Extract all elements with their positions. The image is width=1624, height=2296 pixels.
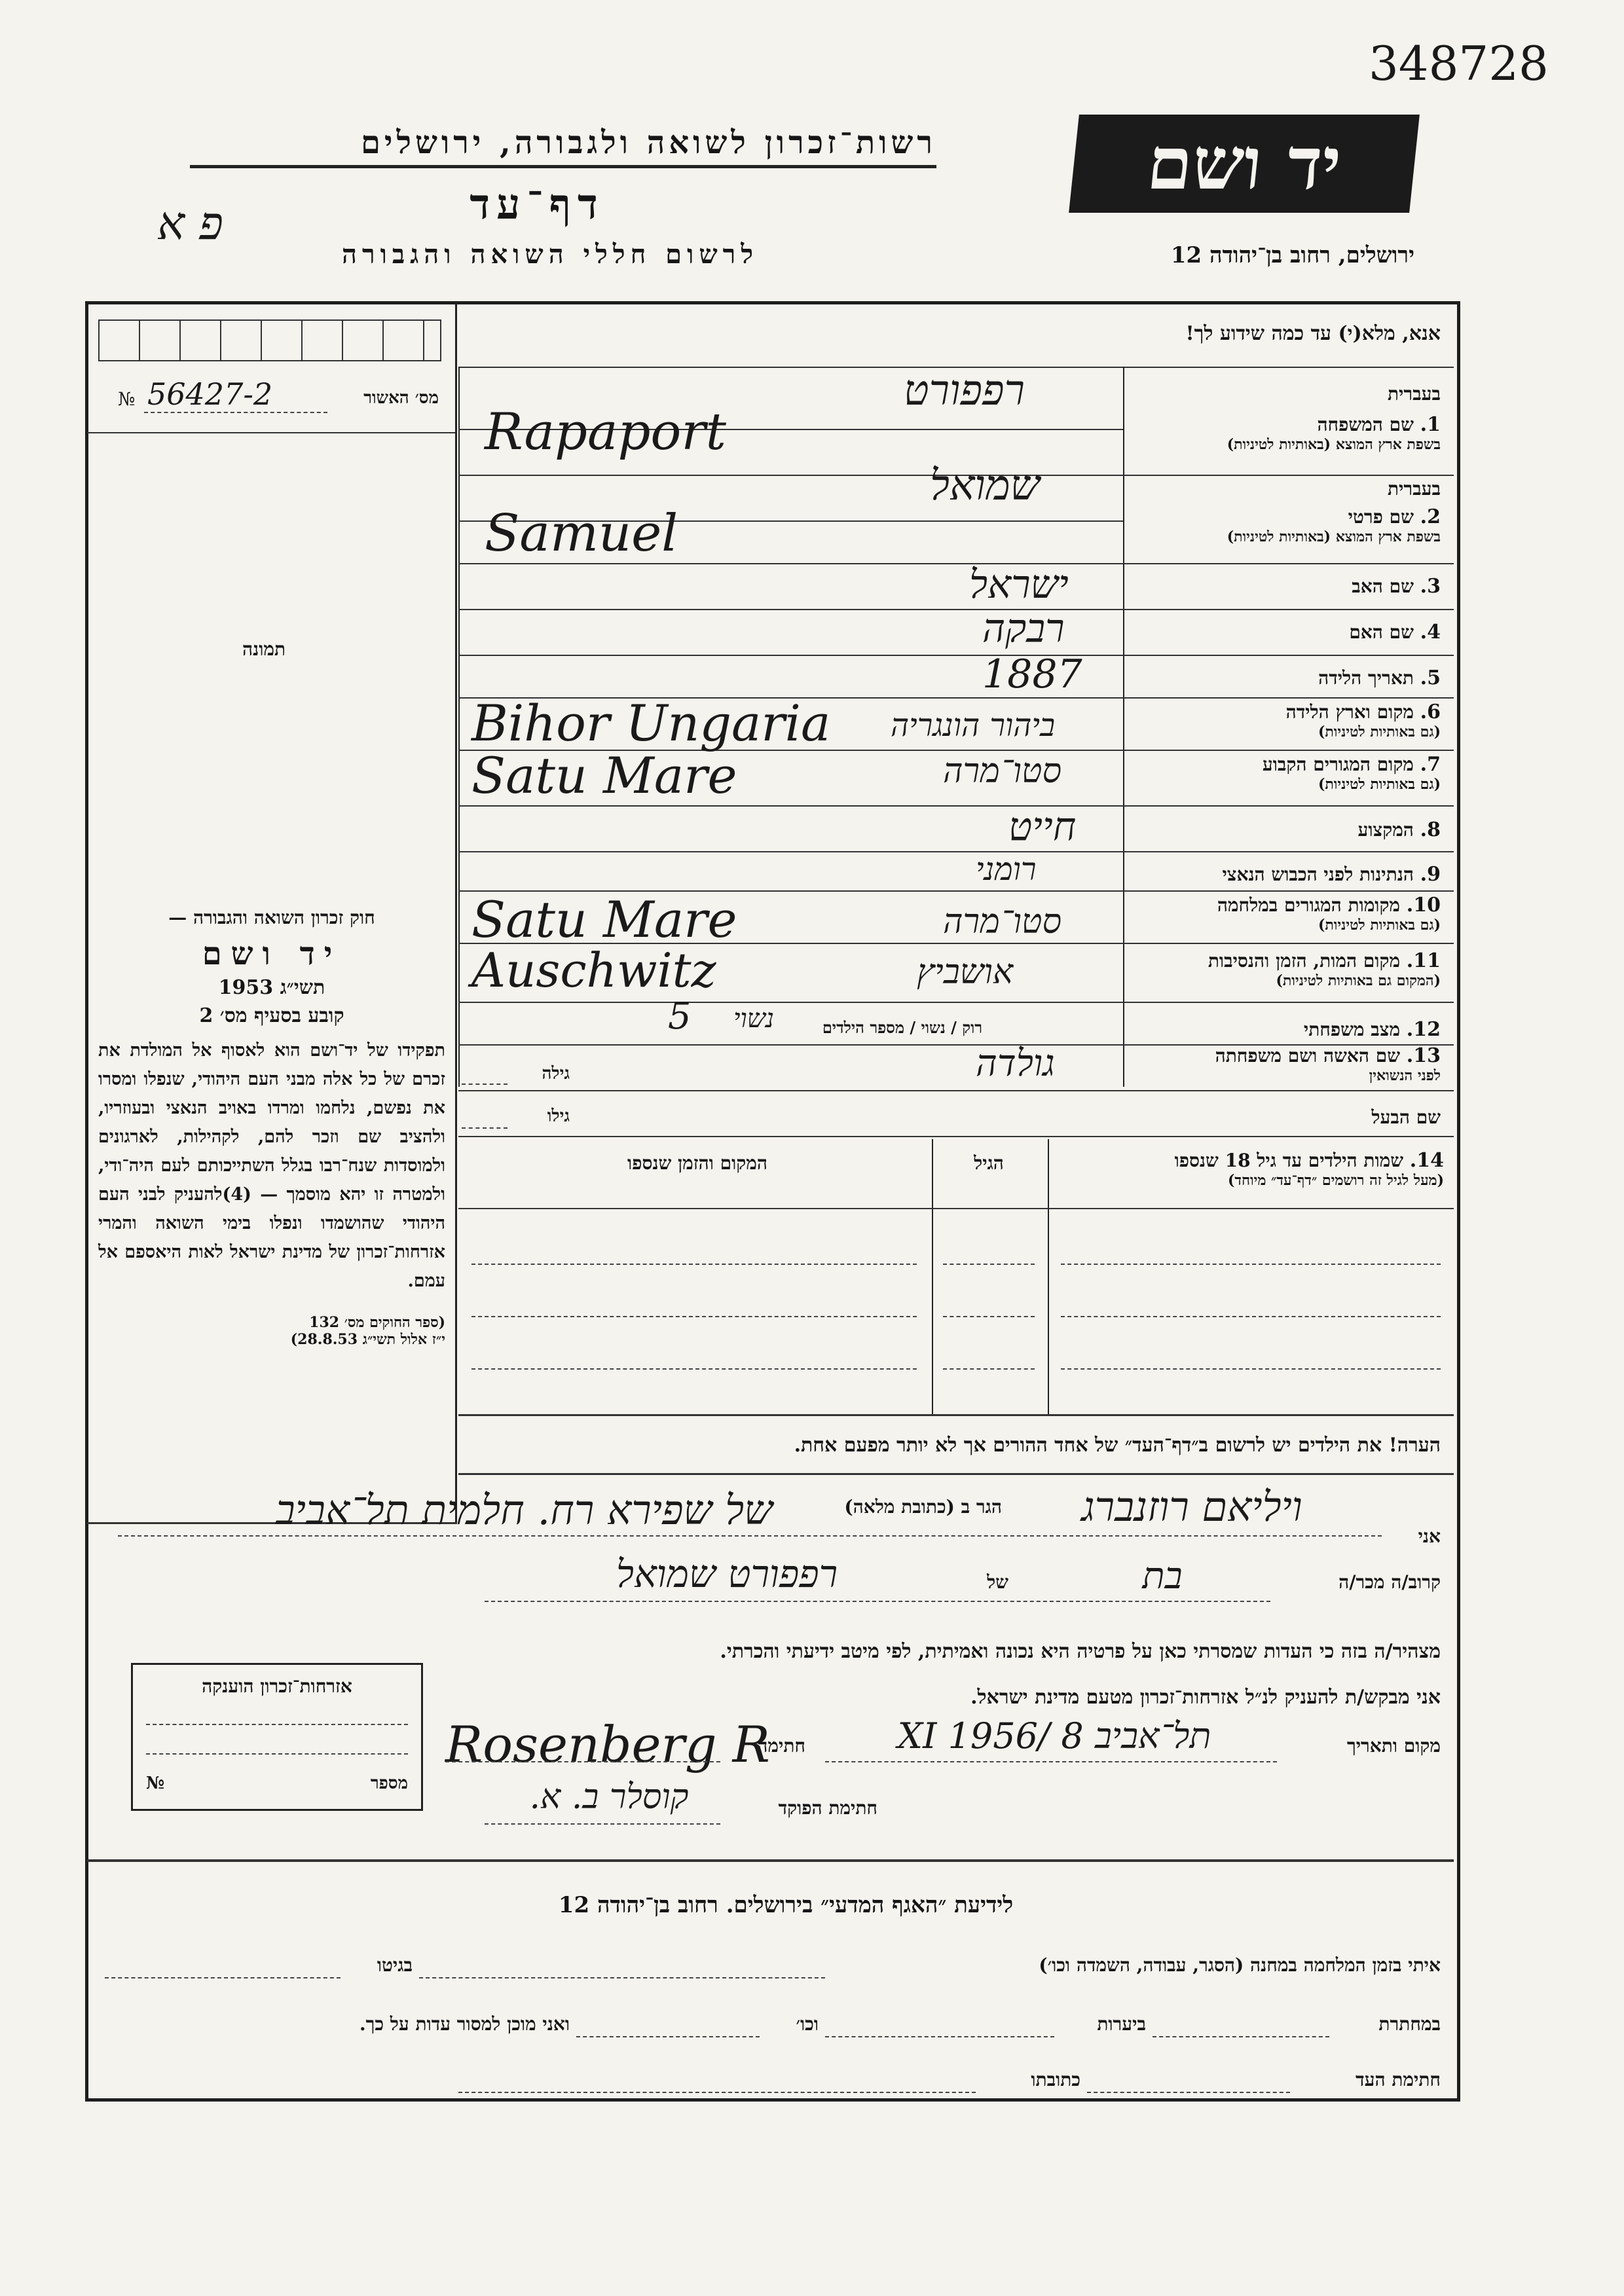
field-3 — [1133, 575, 1441, 598]
footer-heading: לידיעת ״האגף המדעי״ בירושלים. רחוב בן־יהודה 12 — [558, 1892, 1014, 1918]
citizenship-line-1 — [146, 1724, 408, 1725]
row8-rule — [458, 851, 1454, 852]
archive-number: 348728 — [1369, 36, 1549, 91]
declarant-signature: Rosenberg R — [445, 1715, 770, 1774]
footer-line3-fill-1 — [1087, 2092, 1290, 2093]
children-title: שמות הילדים עד גיל 18 שנספו — [1174, 1150, 1404, 1171]
place-date-value: תל־אביב 8 /XI 1956 — [897, 1715, 1211, 1757]
place-date-label: מקום ותאריך — [1346, 1735, 1441, 1757]
field-5-num: 5. — [1420, 666, 1441, 689]
field-8 — [1133, 818, 1441, 841]
row2-rule — [458, 563, 1454, 564]
approval-number-line — [144, 412, 327, 413]
field-11 — [1133, 949, 1441, 989]
citizenship-number-label: מספר — [370, 1774, 408, 1793]
children-num: 14. — [1409, 1149, 1444, 1172]
footer-line3-a: חתימת העד — [1356, 2069, 1441, 2090]
declarant-address: של שפירא רח. חלמית תל־אביב — [275, 1486, 773, 1534]
row13-rule — [458, 1090, 1454, 1091]
husband-age-line — [462, 1127, 507, 1129]
place-date-line — [825, 1761, 1277, 1762]
field-2-sublabel: בשפת ארץ המוצא (באותיות לטיניות) — [1227, 528, 1441, 545]
field-7-sublabel: (גם באותיות לטיניות) — [1318, 776, 1441, 793]
nationality-value: רומני — [976, 851, 1037, 888]
of-label: של — [987, 1571, 1008, 1593]
instructions: אנא, מלא(י) עד כמה שידוע לך! — [1185, 322, 1441, 345]
field-1 — [1133, 383, 1441, 453]
field-7 — [1133, 753, 1441, 793]
address: ירושלים, רחוב בן־יהודה 12 — [1170, 242, 1414, 268]
row4-rule — [458, 655, 1454, 656]
child-row-3-name — [1061, 1368, 1441, 1370]
residence-latin: Satu Mare — [471, 746, 737, 805]
field-11-sublabel: (המקום גם באותיות לטיניות) — [1276, 972, 1441, 989]
relation-label: קרוב/ה מכר/ה — [1338, 1571, 1441, 1593]
death-place-hebrew: אושביץ — [917, 953, 1014, 992]
wife-age-line — [462, 1084, 507, 1085]
citizenship-line-2 — [146, 1753, 408, 1755]
field-1-lang: בעברית — [1387, 383, 1441, 405]
field-3-num: 3. — [1420, 575, 1441, 598]
field-10 — [1133, 894, 1441, 934]
birth-place-hebrew: ביהור הונגריה — [891, 707, 1056, 744]
relation-value: בת — [1142, 1555, 1183, 1597]
field-12 — [1133, 1018, 1441, 1041]
field-10-sublabel: (גם באותיות לטיניות) — [1318, 917, 1441, 934]
children-note: (מעל לגיל זה רושמים ״דף־עד״ מיוחד) — [1227, 1172, 1444, 1189]
field-6-sublabel: (גם באותיות לטיניות) — [1318, 723, 1441, 740]
field-8-label: המקצוע — [1357, 819, 1414, 841]
child-row-3-age — [943, 1368, 1035, 1370]
field-6 — [1133, 701, 1441, 740]
citizenship-box — [131, 1663, 423, 1811]
form-title: דף־עד — [470, 180, 604, 229]
given-name-hebrew: שמואל — [930, 462, 1040, 510]
law-box — [98, 907, 445, 1348]
husband-age-label: גילו — [547, 1106, 570, 1126]
corner-note: פ א — [157, 196, 223, 250]
declaration: מצהיר/ה בזה כי העדות שמסרתי כאן על פרטיה היא נכונה ואמיתית, לפי מיטב ידיעתי והכרתי. — [720, 1640, 1441, 1663]
field-1-num: 1. — [1420, 413, 1441, 436]
wife-age-label: גילה — [542, 1064, 570, 1084]
law-section: קובע בסעיף מס׳ 2 — [199, 1004, 344, 1027]
child-row-2-age — [943, 1316, 1035, 1317]
number-sign: № — [118, 388, 136, 410]
field-2 — [1133, 478, 1441, 545]
marital-status-value: נשוי — [733, 1004, 775, 1034]
law-body: תפקידו של יד־ושם הוא לאסוף אל המולדת את זכרם של כל אלה מבני העם היהודי, שנפלו ומסרו את נפשם, נלחמו ומרדו באויב הנאצי ובעוזריו, ולהציב שם וזכר להם, לקהילות, לארגונים ולמוסדות שנח־רבו בגלל השתייכותם לעם היה־ודי, ולמטרה זו יהא מוסמך — (4)להעניק לבני העם היהודי שהושמדו ונפלו בימי השואה והמרי אזרחות־זכרון של מדינת ישראל לאות היאספם אל עמם. — [98, 1040, 446, 1291]
field-9-num: 9. — [1420, 863, 1441, 886]
footer-line1-fill-1 — [419, 1977, 825, 1978]
field-6-num: 6. — [1420, 701, 1441, 723]
field-10-num: 10. — [1406, 894, 1441, 917]
field-13 — [1133, 1044, 1441, 1084]
officer-line — [485, 1823, 720, 1825]
husband-label: שם הבעל — [1371, 1106, 1441, 1128]
remark-rule — [458, 1473, 1454, 1475]
occupation-value: חייט — [1008, 804, 1077, 850]
remark: הערה! את הילדים יש לרשום ב״דף־העד״ של אחד ההורים אך לא יותר מפעם אחת. — [794, 1434, 1441, 1457]
field-1-sublabel: בשפת ארץ המוצא (באותיות לטיניות) — [1227, 436, 1441, 453]
children-count-value: 5 — [668, 995, 692, 1038]
field-2-label: שם פרטי — [1348, 506, 1414, 528]
field-6-label: מקום וארץ הלידה — [1285, 701, 1414, 723]
children-col-divider-1 — [932, 1139, 933, 1414]
wife-name-value: גולדה — [976, 1042, 1055, 1085]
citizenship-number-prefix: № — [146, 1774, 165, 1793]
law-title: חוק זכרון השואה והגבורה — — [168, 907, 375, 928]
photo-label: תמונה — [242, 638, 286, 660]
children-col-place: המקום והזמן שנספו — [627, 1152, 767, 1174]
child-row-2-name — [1061, 1316, 1441, 1317]
field-5 — [1133, 666, 1441, 689]
death-place-latin: Auschwitz — [471, 943, 716, 998]
officer-label: חתימת הפוקד — [778, 1797, 877, 1819]
field-7-label: מקום המגורים הקבוע — [1262, 754, 1414, 775]
husband-rule — [458, 1136, 1454, 1137]
footer-line1-a: איתי בזמן המלחמה במחנה (הסגר, עבודה, השמדה וכו׳) — [1039, 1954, 1441, 1976]
relation-line — [485, 1601, 1270, 1602]
request: אני מבקש/ת להעניק לנ״ל אזרחות־זכרון מטעם מדינת ישראל. — [970, 1686, 1441, 1709]
mother-name-value: רבקה — [982, 606, 1065, 651]
signature-label: חתימה — [757, 1735, 805, 1757]
field-11-num: 11. — [1406, 949, 1441, 972]
row11-rule — [458, 1002, 1454, 1003]
footer-line3-fill-2 — [458, 2092, 976, 2093]
field-8-num: 8. — [1420, 818, 1441, 841]
footer-line3-b: כתובתו — [1031, 2069, 1080, 2090]
of-name: רפפורט שמואל — [616, 1552, 838, 1596]
children-title-block — [1058, 1149, 1444, 1189]
children-col-age: הגיל — [974, 1152, 1004, 1174]
given-name-latin: Samuel — [485, 504, 678, 563]
child-row-2-place — [471, 1316, 917, 1317]
surname-latin: Rapaport — [485, 403, 726, 462]
approval-number-label: מס׳ האשור — [363, 388, 439, 408]
field-4 — [1133, 621, 1441, 644]
footer-line2-d: ואני מוכן למסור עדות על כך. — [359, 2013, 570, 2035]
institution-line: רשות־זכרון לשואה ולגבורה, ירושלים — [190, 124, 936, 168]
field-13-label: שם האשה ושם משפחתה — [1215, 1045, 1401, 1066]
logo-text: יד ושם — [1143, 121, 1346, 206]
law-source-2: י״ז אלול תשי״ג 28.8.53) — [290, 1331, 445, 1348]
law-year: תשי״ג 1953 — [218, 976, 325, 999]
field-1-label: שם המשפחה — [1317, 414, 1414, 435]
field-13-sublabel: לפני הנשואין — [1369, 1067, 1441, 1084]
citizenship-number — [146, 1770, 408, 1796]
field-4-num: 4. — [1420, 621, 1441, 644]
war-residence-hebrew: סטו־מרה — [943, 902, 1062, 941]
field-5-label: תאריך הלידה — [1318, 667, 1414, 689]
declarant-i-label: אני — [1418, 1525, 1441, 1547]
child-row-1-name — [1061, 1264, 1441, 1265]
approval-rule — [87, 432, 455, 433]
footer-line2-c: וכו׳ — [796, 2013, 819, 2035]
father-name-value: ישראל — [969, 562, 1069, 608]
field-2-num: 2. — [1420, 505, 1441, 528]
footer-line2-b: ביערות — [1097, 2013, 1146, 2035]
field-3-label: שם האב — [1352, 575, 1414, 597]
field-9-label: הנתינות לפני הכבוש הנאצי — [1222, 864, 1414, 885]
footer-line2-fill-2 — [825, 2036, 1054, 2037]
declarant-line — [118, 1535, 1382, 1537]
field-9 — [1133, 863, 1441, 886]
signature-line — [445, 1761, 720, 1762]
left-column-divider — [455, 304, 457, 1522]
row3-rule — [458, 609, 1454, 610]
footer-line1-b: בגיטו — [377, 1954, 413, 1976]
law-name: יד ושם — [202, 936, 342, 972]
war-residence-latin: Satu Mare — [471, 890, 737, 949]
approval-number-value: 56427-2 — [147, 376, 273, 412]
children-col-divider-2 — [1048, 1139, 1049, 1414]
field-12-num: 12. — [1406, 1018, 1441, 1041]
marital-options: רוק / נשוי / מספר הילדים — [822, 1018, 982, 1037]
child-row-1-age — [943, 1264, 1035, 1265]
law-source-1: (ספר החוקים מס׳ 132 — [309, 1314, 445, 1331]
footer-rule — [87, 1859, 1454, 1862]
footer-line2-fill-3 — [576, 2036, 760, 2037]
form-subtitle: לרשום חללי השואה והגבורה — [341, 239, 759, 270]
field-7-num: 7. — [1420, 753, 1441, 776]
field-11-label: מקום המות, הזמן והנסיבות — [1208, 950, 1401, 972]
field-12-label: מצב משפחתי — [1303, 1019, 1401, 1040]
field-2-lang: בעברית — [1387, 478, 1441, 500]
footer-line2-fill-1 — [1153, 2036, 1329, 2037]
child-row-3-place — [471, 1368, 917, 1370]
field-10-label: מקומות המגורים במלחמה — [1217, 894, 1401, 916]
child-row-1-place — [471, 1264, 917, 1265]
citizenship-title: אזרחות־זכרון הוענקה — [202, 1675, 352, 1697]
children-bottom-rule — [458, 1414, 1454, 1416]
surname-hebrew: רפפורט — [904, 367, 1025, 415]
children-table — [458, 1139, 1454, 1414]
officer-signature: קוסלר ב. א. — [529, 1777, 689, 1817]
row7-rule — [458, 805, 1454, 807]
footer-line2-a: במחתרת — [1378, 2013, 1441, 2035]
birth-date-value: 1887 — [982, 651, 1082, 697]
residence-hebrew: סטו־מרה — [943, 752, 1062, 791]
birth-place-latin: Bihor Ungaria — [471, 694, 831, 752]
logo — [1069, 115, 1420, 213]
footer-line1-fill-2 — [105, 1977, 341, 1978]
declarant-address-label: הגר ב (כתובת מלאה) — [844, 1496, 1002, 1518]
children-header-rule — [458, 1208, 1454, 1209]
field-13-num: 13. — [1406, 1044, 1441, 1067]
tick-strip — [98, 319, 441, 361]
declarant-name: ויליאם רוזנברג — [1081, 1483, 1302, 1531]
approval-number — [118, 376, 439, 416]
field-4-label: שם האם — [1349, 621, 1414, 643]
